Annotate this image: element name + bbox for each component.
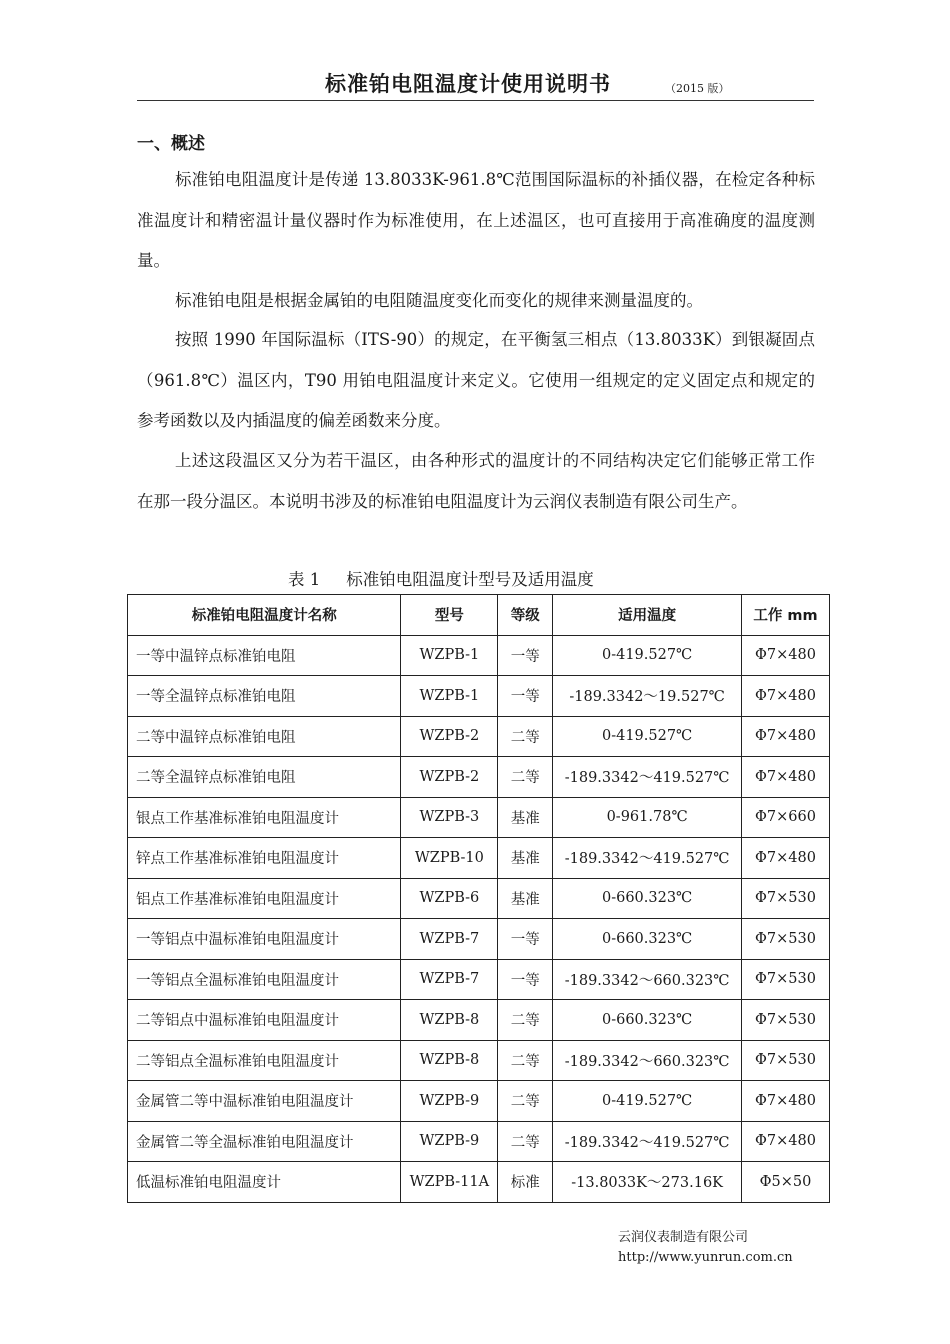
table-caption: [288, 566, 594, 590]
thermometer-spec-table: [127, 594, 830, 1203]
cell-size: Φ7×480: [742, 676, 830, 717]
cell-grade: 二等: [498, 1081, 553, 1122]
cell-name: 低温标准铂电阻温度计: [128, 1162, 401, 1203]
cell-name: 一等铝点中温标准铂电阻温度计: [128, 919, 401, 960]
cell-model: WZPB-1: [401, 676, 498, 717]
table-row: [128, 838, 830, 879]
cell-model: WZPB-1: [401, 635, 498, 676]
cell-name: 锌点工作基准标准铂电阻温度计: [128, 838, 401, 879]
cell-temperature: -189.3342～19.527℃: [553, 676, 742, 717]
paragraph-intro: 标准铂电阻温度计是传递 13.8033K-961.8℃范围国际温标的补插仪器，在检定各种标准温度计和精密温计量仪器时作为标准使用，在上述温区，也可直接用于高准确度的温度测量。: [137, 170, 815, 270]
cell-name: 金属管二等全温标准铂电阻温度计: [128, 1121, 401, 1162]
cell-model: WZPB-10: [401, 838, 498, 879]
cell-name: 一等全温锌点标准铂电阻: [128, 676, 401, 717]
cell-model: WZPB-3: [401, 797, 498, 838]
cell-model: WZPB-7: [401, 959, 498, 1000]
cell-temperature: 0-660.323℃: [553, 1000, 742, 1041]
cell-temperature: -189.3342～419.527℃: [553, 838, 742, 879]
cell-grade: 基准: [498, 878, 553, 919]
cell-size: Φ7×530: [742, 959, 830, 1000]
cell-size: Φ7×530: [742, 1040, 830, 1081]
table-row: [128, 757, 830, 798]
cell-temperature: -189.3342～660.323℃: [553, 1040, 742, 1081]
paragraph-principle: 标准铂电阻是根据金属铂的电阻随温度变化而变化的规律来测量温度的。: [175, 291, 703, 310]
column-header-model: 型号: [401, 595, 498, 636]
table-row: [128, 959, 830, 1000]
cell-temperature: 0-961.78℃: [553, 797, 742, 838]
cell-model: WZPB-7: [401, 919, 498, 960]
cell-size: Φ7×530: [742, 919, 830, 960]
page-header: [137, 66, 814, 101]
cell-model: WZPB-6: [401, 878, 498, 919]
cell-temperature: 0-419.527℃: [553, 635, 742, 676]
cell-size: Φ7×530: [742, 878, 830, 919]
cell-name: 银点工作基准标准铂电阻温度计: [128, 797, 401, 838]
cell-grade: 一等: [498, 635, 553, 676]
cell-grade: 基准: [498, 838, 553, 879]
table-row: [128, 1000, 830, 1041]
cell-model: WZPB-8: [401, 1040, 498, 1081]
cell-size: Φ5×50: [742, 1162, 830, 1203]
cell-grade: 一等: [498, 919, 553, 960]
table-row: [128, 716, 830, 757]
cell-grade: 标准: [498, 1162, 553, 1203]
column-header-temperature: 适用温度: [553, 595, 742, 636]
cell-model: WZPB-11A: [401, 1162, 498, 1203]
cell-grade: 二等: [498, 1040, 553, 1081]
cell-size: Φ7×660: [742, 797, 830, 838]
table-row: [128, 635, 830, 676]
table-header-row: [128, 595, 830, 636]
cell-temperature: -189.3342～419.527℃: [553, 1121, 742, 1162]
column-header-name: 标准铂电阻温度计名称: [128, 595, 401, 636]
section-heading-overview: 一、概述: [137, 134, 205, 154]
cell-size: Φ7×530: [742, 1000, 830, 1041]
cell-model: WZPB-2: [401, 716, 498, 757]
cell-size: Φ7×480: [742, 1121, 830, 1162]
cell-temperature: 0-419.527℃: [553, 1081, 742, 1122]
table-row: [128, 1121, 830, 1162]
cell-grade: 一等: [498, 959, 553, 1000]
table-row: [128, 1040, 830, 1081]
company-url: http://www.yunrun.com.cn: [618, 1250, 793, 1265]
cell-name: 铝点工作基准标准铂电阻温度计: [128, 878, 401, 919]
cell-name: 一等中温锌点标准铂电阻: [128, 635, 401, 676]
cell-model: WZPB-8: [401, 1000, 498, 1041]
cell-size: Φ7×480: [742, 838, 830, 879]
company-name: 云润仪表制造有限公司: [618, 1230, 749, 1245]
cell-name: 二等中温锌点标准铂电阻: [128, 716, 401, 757]
column-header-size: 工作 mm: [742, 595, 830, 636]
cell-temperature: -189.3342～660.323℃: [553, 959, 742, 1000]
cell-size: Φ7×480: [742, 1081, 830, 1122]
paragraph-its90: 按照 1990 年国际温标（ITS-90）的规定，在平衡氢三相点（13.8033K）到银凝固点（961.8℃）温区内，T90 用铂电阻温度计来定义。它使用一组规定的定义固定点和规定的参考函数以及内插温度的偏差函数来分度。: [137, 330, 815, 430]
cell-name: 二等全温锌点标准铂电阻: [128, 757, 401, 798]
table-caption-number: 表 1: [288, 570, 321, 589]
table-row: [128, 878, 830, 919]
cell-grade: 一等: [498, 676, 553, 717]
cell-model: WZPB-2: [401, 757, 498, 798]
cell-size: Φ7×480: [742, 716, 830, 757]
cell-name: 金属管二等中温标准铂电阻温度计: [128, 1081, 401, 1122]
cell-grade: 二等: [498, 757, 553, 798]
paragraph-ranges: 上述这段温区又分为若干温区，由各种形式的温度计的不同结构决定它们能够正常工作在那一段分温区。本说明书涉及的标准铂电阻温度计为云润仪表制造有限公司生产。: [137, 451, 815, 511]
cell-model: WZPB-9: [401, 1081, 498, 1122]
cell-name: 一等铝点全温标准铂电阻温度计: [128, 959, 401, 1000]
document-title: 标准铂电阻温度计使用说明书: [325, 72, 611, 96]
cell-grade: 二等: [498, 1000, 553, 1041]
cell-temperature: -13.8033K～273.16K: [553, 1162, 742, 1203]
cell-temperature: 0-660.323℃: [553, 919, 742, 960]
cell-model: WZPB-9: [401, 1121, 498, 1162]
table-row: [128, 1081, 830, 1122]
table-row: [128, 676, 830, 717]
cell-grade: 二等: [498, 716, 553, 757]
table-caption-text: 标准铂电阻温度计型号及适用温度: [346, 570, 594, 589]
page-footer: [618, 1228, 793, 1268]
table-row: [128, 919, 830, 960]
table-row: [128, 1162, 830, 1203]
edition-label: （2015 版）: [665, 82, 730, 95]
cell-size: Φ7×480: [742, 757, 830, 798]
column-header-grade: 等级: [498, 595, 553, 636]
cell-temperature: -189.3342～419.527℃: [553, 757, 742, 798]
cell-temperature: 0-419.527℃: [553, 716, 742, 757]
cell-grade: 基准: [498, 797, 553, 838]
cell-temperature: 0-660.323℃: [553, 878, 742, 919]
cell-name: 二等铝点中温标准铂电阻温度计: [128, 1000, 401, 1041]
cell-size: Φ7×480: [742, 635, 830, 676]
table-row: [128, 797, 830, 838]
cell-grade: 二等: [498, 1121, 553, 1162]
cell-name: 二等铝点全温标准铂电阻温度计: [128, 1040, 401, 1081]
